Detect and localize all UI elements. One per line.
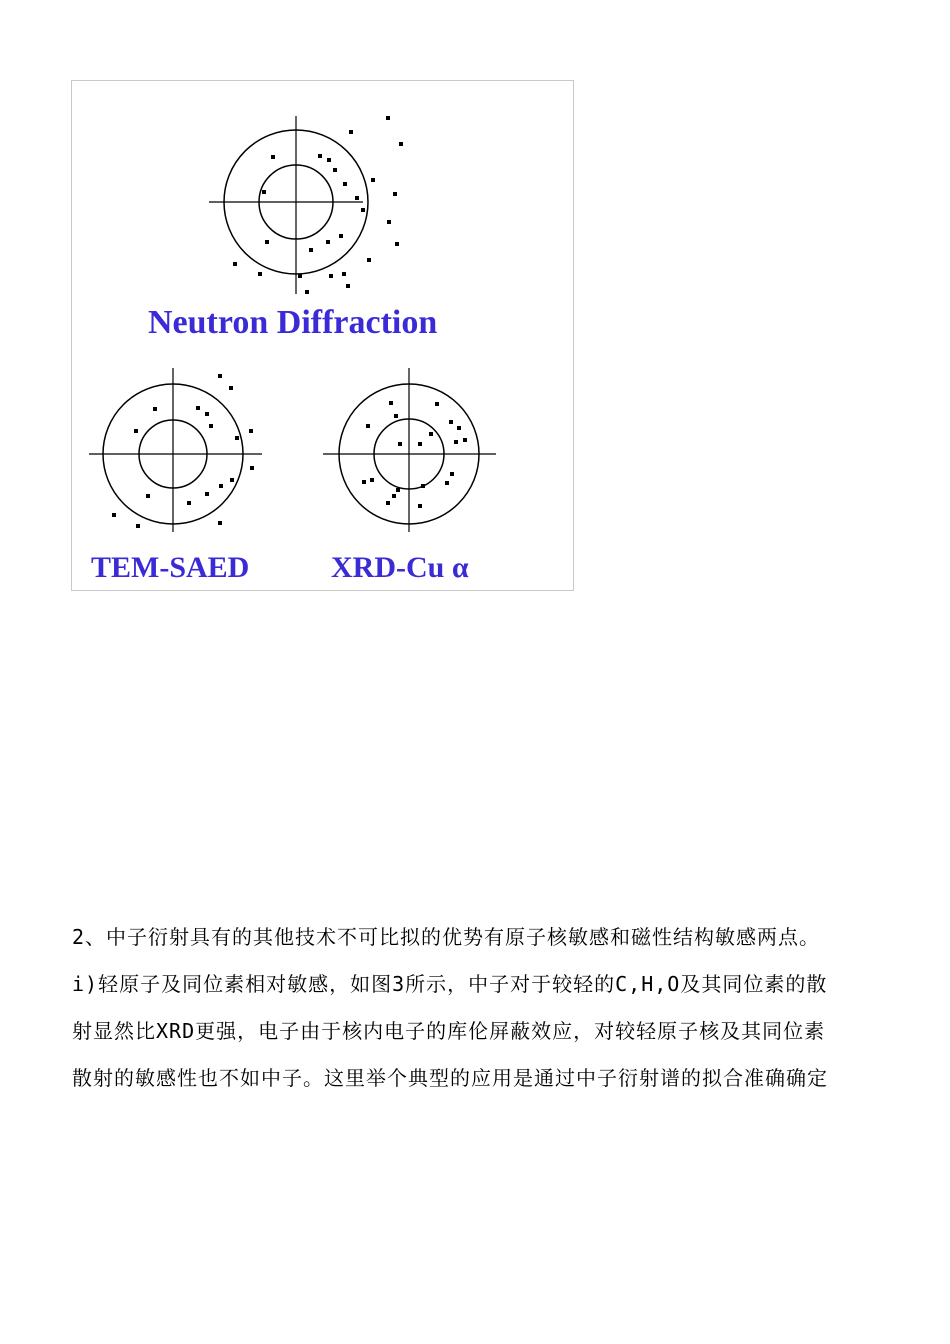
paragraph-line-1: 2、中子衍射具有的其他技术不可比拟的优势有原子核敏感和磁性结构敏感两点。: [72, 925, 821, 949]
paragraph-line-4: 散射的敏感性也不如中子。这里举个典型的应用是通过中子衍射谱的拟合准确确定: [72, 1066, 828, 1090]
xrd-cu-label: XRD-Cu α: [331, 551, 469, 584]
tem-saed-pattern: [88, 366, 268, 536]
xrd-pattern: [322, 366, 502, 536]
neutron-diffraction-label: Neutron Diffraction: [148, 304, 438, 341]
neutron-diffraction-pattern: [205, 112, 415, 302]
paragraph-line-2: i)轻原子及同位素相对敏感，如图3所示，中子对于较轻的C,H,O及其同位素的散: [72, 972, 828, 996]
paragraph-line-3: 射显然比XRD更强，电子由于核内电子的库伦屏蔽效应，对较轻原子核及其同位素: [72, 1019, 826, 1043]
body-paragraph: [72, 914, 882, 1102]
tem-saed-label: TEM-SAED: [91, 551, 250, 584]
